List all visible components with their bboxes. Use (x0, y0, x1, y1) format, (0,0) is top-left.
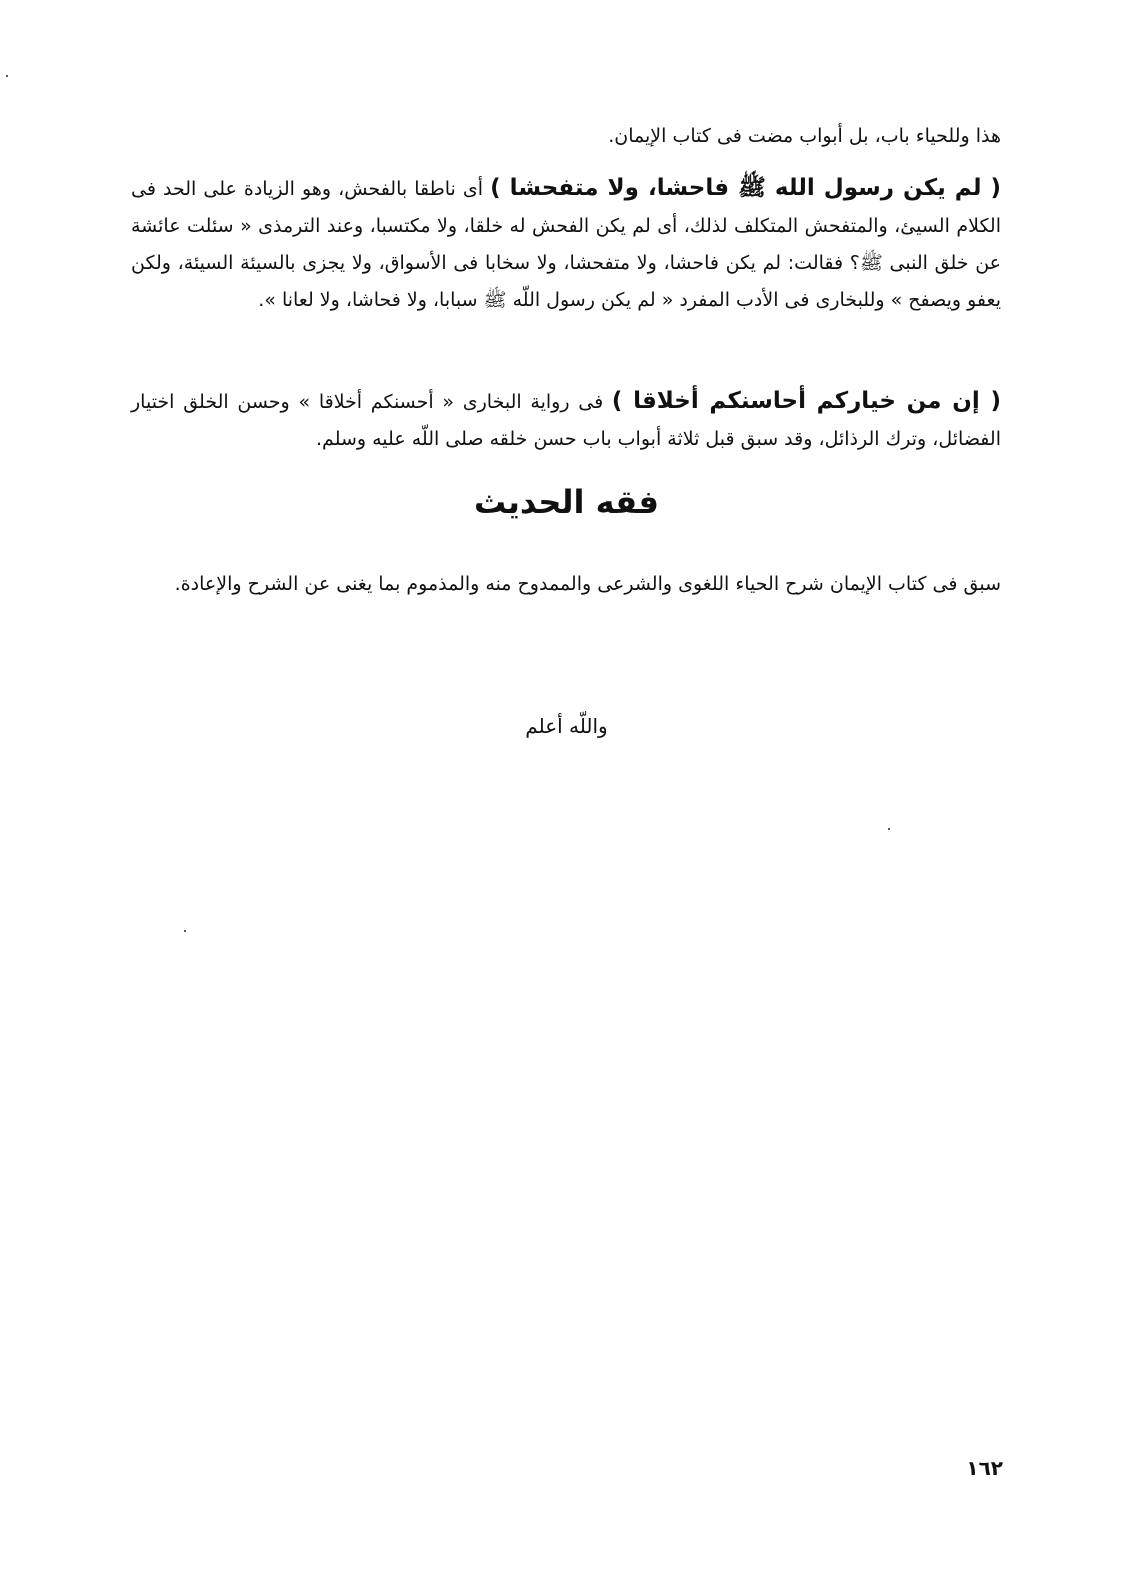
scan-speck (888, 828, 890, 830)
scan-speck (184, 930, 186, 932)
paragraph-intro (131, 118, 1001, 155)
paragraph-fiqh (131, 566, 1001, 603)
paragraph-fiqh-text: سبق فى كتاب الإيمان شرح الحياء اللغوى والشرعى والممدوح منه والمذموم بما يغنى عن الشرح والإعادة. (174, 573, 1001, 595)
closing-phrase: واللّه أعلم (525, 714, 608, 738)
section-heading: فقه الحديث (474, 483, 659, 521)
paragraph-hadith-one (131, 170, 1001, 319)
hadith-quote-two: ( إن من خياركم أحاسنكم أخلاقا ) (611, 388, 1001, 414)
paragraph-intro-text: هذا وللحياء باب، بل أبواب مضت فى كتاب الإيمان. (608, 125, 1001, 147)
scan-speck (6, 75, 8, 77)
hadith-quote-one: ( لم يكن رسول الله ﷺ فاحشا، ولا متفحشا ) (490, 175, 1002, 201)
hadith-commentary-two: فى رواية البخارى « أحسنكم أخلاقا » وحسن الخلق اختيار الفضائل، وترك الرذائل، وقد سبق قبل ثلاثة أبواب باب حسن خلقه صلى اللّه عليه وسلم. (131, 391, 1001, 450)
paragraph-hadith-two (131, 383, 1001, 458)
page-number: ١٦٢ (966, 1456, 1003, 1480)
hadith-commentary-one: أى ناطقا بالفحش، وهو الزيادة على الحد فى الكلام السيئ، والمتفحش المتكلف لذلك، أى لم يكن الفحش له خلقا، ولا مكتسبا، وعند الترمذى « سئلت عائشة عن خلق النبى ﷺ؟ فقالت: لم يكن فاحشا، ولا متفحشا، ولا سخابا فى الأسواق، ولا يجزى بالسيئة السيئة، ولكن يعفو ويصفح » وللبخارى فى الأدب المفرد « لم يكن رسول اللّه ﷺ سبابا، ولا فحاشا، ولا لعانا ». (131, 178, 1001, 311)
